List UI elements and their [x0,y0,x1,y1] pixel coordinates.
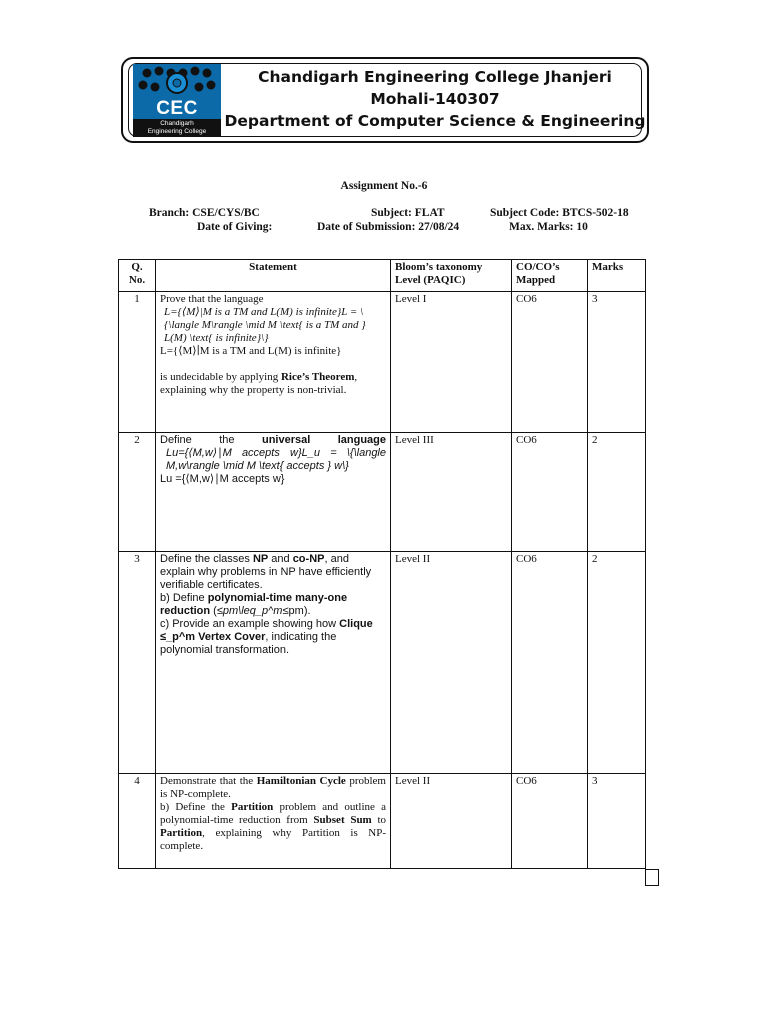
question-statement [156,552,391,774]
bloom-level: Level III [391,433,512,552]
subject-label: Subject: FLAT [371,207,445,219]
statement-plain-math: L={⟨M⟩∣M is a TM and L(M) is infinite} [160,345,342,357]
statement-part-a [160,775,386,801]
statement-intro: Prove that the language [160,293,264,305]
statement-part-c [160,618,386,657]
marks-header: Marks [588,260,646,292]
text-span: , explaining why Partition is NP-complete. [160,827,386,852]
statement-part-b [160,801,386,853]
bold-term: NP [252,553,269,565]
text-span: to [371,814,387,826]
subject-code-label: Subject Code: BTCS-502-18 [490,207,629,219]
question-statement [156,433,391,552]
college-name: Chandigarh Engineering College Jhanjeri [258,68,612,86]
question-number: 4 [119,774,156,869]
logo-abbreviation: CEC [156,98,198,119]
marks-value: 3 [588,774,646,869]
statement-plain-math: ≤pm [282,605,304,617]
co-header-line2: Mapped [516,274,556,286]
text-span: ( [210,605,217,617]
text-span: Demonstrate that the [160,775,257,787]
bold-term: Rice’s Theorem [280,371,355,383]
statement-part-a [160,553,386,592]
bold-term: universal language [261,434,386,446]
bloom-level: Level II [391,552,512,774]
text-span: is undecidable by applying [160,371,281,383]
statement-math: L={⟨M⟩|M is a TM and L(M) is infinite}L = \{\langle M\rangle \mid M \text{ is a TM and } L(M) \text{ is infinite}\} [164,306,366,344]
table-row [119,552,646,774]
text-span: , indicating the polynomial transformation. [160,631,337,656]
bloom-header-line2: Level (PAQIC) [395,274,466,286]
date-of-giving-label: Date of Giving: [197,221,273,233]
logo-caption-line2: Engineering College [147,128,207,135]
text-span: b) Define [160,592,208,604]
question-number: 1 [119,292,156,433]
text-span: c) Provide an example showing how [160,618,340,630]
table-row [119,774,646,869]
text-span: Define the [160,434,262,446]
co-header [512,260,588,292]
text-span: and [268,553,293,565]
department-name: Department of Computer Science & Engineering [224,112,646,130]
bold-term: Partition [160,827,203,839]
marks-value: 3 [588,292,646,433]
corner-box [645,869,659,886]
text-span: problem is NP-complete. [160,775,386,800]
question-number: 3 [119,552,156,774]
text-span: problem and outline a polynomial-time reduction from [160,801,386,826]
college-location: Mohali-140307 [370,90,500,108]
logo-caption-line1: Chandigarh [160,120,194,127]
text-span: Define the classes [160,553,253,565]
statement-plain-math: Lu ={⟨M,w⟩∣M accepts w} [160,473,285,485]
bold-term: Clique ≤_p^m Vertex Cover [160,618,373,643]
bold-term: Hamiltonian Cycle [256,775,346,787]
co-header-line1: CO/CO’s [516,261,560,273]
statement-conclusion [160,371,386,397]
qno-header-line1: Q. [131,261,143,273]
marks-value: 2 [588,552,646,774]
logo-caption [133,119,221,137]
questions-table [118,259,646,869]
statement-header: Statement [156,260,391,292]
assignment-title: Assignment No.-6 [340,180,428,192]
bold-term: co-NP [292,553,325,565]
text-span: , and explain why problems in NP have efficiently verifiable certificates. [160,553,372,591]
bloom-level: Level II [391,774,512,869]
question-number: 2 [119,433,156,552]
marks-value: 2 [588,433,646,552]
qno-header-line2: No. [128,274,146,286]
co-mapped: CO6 [512,552,588,774]
date-of-submission-label: Date of Submission: 27/08/24 [317,221,460,233]
bloom-header-line1: Bloom’s taxonomy [395,261,483,273]
text-span: , explaining why the property is non-trivial. [160,371,358,396]
branch-label: Branch: CSE/CYS/BC [149,207,260,219]
co-mapped: CO6 [512,292,588,433]
bold-term: Subset Sum [313,814,372,826]
co-mapped: CO6 [512,774,588,869]
table-row [119,433,646,552]
text-span: b) Define the [160,801,232,813]
college-logo [133,64,221,137]
text-span: ). [303,605,311,617]
bloom-header [391,260,512,292]
max-marks-label: Max. Marks: 10 [509,221,588,233]
question-statement [156,292,391,433]
table-header-row [119,260,646,292]
statement-part-b [160,592,386,618]
co-mapped: CO6 [512,433,588,552]
statement-math: ≤pm\leq_p^m [216,605,283,617]
bold-term: Partition [231,801,274,813]
table-row [119,292,646,433]
bloom-level: Level I [391,292,512,433]
question-statement [156,774,391,869]
qno-header [119,260,156,292]
statement-math: Lu={⟨M,w⟩∣M accepts w}L_u = \{\langle M,w\rangle \mid M \text{ accepts } w\} [166,447,386,472]
college-heading [224,66,646,132]
bold-term: polynomial-time many-one reduction [160,592,348,617]
